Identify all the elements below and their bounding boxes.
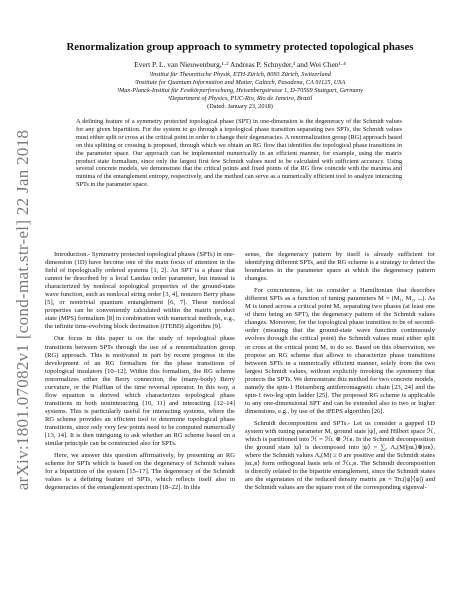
affiliation: ⁴Department of Physics, PUC-Rio, Rio de Janeiro, Brazil — [167, 95, 313, 102]
arxiv-id: arXiv:1801.07082v1 [cond-mat.str-el] 22 Jan 2018 — [13, 129, 32, 491]
paper-title: Renormalization group approach to symmetry protected topological phases — [66, 41, 414, 53]
affiliation: ²Institute for Quantum Information and Matter, Caltech, Pasadena, CA 91125, USA — [134, 79, 346, 86]
affiliation-list — [40, 71, 440, 111]
dated-line: (Dated: January 23, 2018) — [207, 103, 273, 110]
paragraph: Our focus in this paper is on the study of topological phase transitions between SPTs through the use of a renormalization group (RG) approach. This is motivated in part by recent progress in the development of an RG formalism for the phase transitions of topological insulators [10–12]. Within this formalism, the RG scheme renormalizes either the Berry connection, the (many-body) Berry curvature, or the Pfaffian of the time reversal operator. In this way, a flow equation is derived which characterizes topological phase transitions in both noninteracting [10, 11] and interacting [12–14] systems. This is particularly useful for interacting systems, where the RG scheme provides an efficient tool to determine topological phase transitions, since only very few points need to be computed numerically [13, 14]. It is then intriguing to ask whether an RG scheme based on a similar principle can be constructed also for SPTs. — [45, 335, 235, 448]
affiliation: ¹Institut für Theoretische Physik, ETH-Zürich, 8093 Zürich, Switzerland — [149, 71, 331, 78]
paragraph: sense, the degeneracy pattern by itself is already sufficient for identifying different SPTs, and the RG scheme is a strategy to detect the boundaries in the parameter space at which the degeneracy pattern changes. — [245, 251, 435, 283]
paragraph: For concreteness, let us consider a Hamiltonian that describes different SPTs as a function of tuning parameters M = (M₁, M₂, ...). As M is tuned across a critical point M꜀ separating two phases (at least one of them being an SPT), the degeneracy pattern of the Schmidt values changes. Moreover, for the topological phase transition to be of second-order (meaning that the ground-state wave function continuously evolves through the critical point) the Schmidt values must either split or cross at the critical point M꜀ to do so. Based on this observation, we propose an RG scheme that allows to characterize phase transitions between SPTs in a numerically efficient manner, solely from the two largest Schmidt values, without explicitly invoking the symmetry that protects the SPTs. We demonstrate this method for two concrete models, namely the spin-1 Heisenberg antiferromagnetic chain [23, 24] and the spin-1 two-leg spin ladder [25]. The proposed RG scheme is applicable to any one-dimensional SPT and can be extended also to two or higher dimensions, e.g., by use of the iPEPS algorithm [26]. — [245, 287, 435, 415]
affiliation: ³Max-Planck-Institut für Festkörperforschung, Heisenbergstrasse 1, D-70569 Stuttgart, Germany — [117, 87, 363, 94]
paragraph: Schmidt decomposition and SPTs.- Let us consider a gapped 1D system with tuning parameter M, ground state |ψ⟩, and Hilbert space ℋ, which is partitioned into ℋ = ℋʟ ⊗ ℋʀ. In the Schmidt decomposition the ground state |ψ⟩ is decomposed into |ψ⟩ = ∑ₐ Λₐ(M)|αʟ⟩⊗|αʀ⟩, where the Schmidt values Λₐ(M) ≥ 0 are positive and the Schmidt states |αʟ,ʀ⟩ form orthogonal basis sets of ℋʟ,ʀ. The Schmidt decomposition is directly related to the bipartite entanglement, since the Schmidt states are the eigenstates of the reduced density matrix ρʀ = Trʟ(|ψ⟩⟨ψ|) and the Schmidt values are the square root of the corresponding eigenval- — [245, 419, 435, 492]
right-column — [245, 251, 435, 492]
paragraph: Introduction.- Symmetry protected topological phases (SPTs) in one-dimension (1D) have become one of the main focus of attention in the field of topologically ordered systems [1, 2]. An SPT is a phase that cannot be described by a local Landau order parameter, but instead is characterized by nonlocal topological properties of the ground-state wave function, such as nonlocal string order [3, 4], nonzero Berry phase [5], or nontrivial quantum entanglement [6, 7]. These nonlocal properties can be conveniently calculated within the matrix product state (MPS) formalism [8] in combination with numerical methods, e.g., the infinite time-evolving block decimation (iTEBD) algorithm [9]. — [45, 251, 235, 331]
arxiv-stamp — [8, 129, 38, 491]
abstract: A defining feature of a symmetry protected topological phase (SPT) in one-dimension is the degeneracy of the Schmidt values for any given bipartition. For the system to go through a topological phase transition separating two SPTs, the Schmidt values must either split or cross at the critical point in order to change their degeneracies. A renormalization group (RG) approach based on this splitting or crossing is proposed, through which we obtain an RG flow that identifies the topological phase transitions in the parameter space. Our approach can be implemented numerically in an efficient manner, for example, using the matrix product state formalism, since only the largest first few Schmidt values need to be calculated with sufficient accuracy. Using several concrete models, we demonstrate that the critical points and fixed points of the RG flow coincide with the maxima and minima of the entanglement entropy, respectively, and the method can serve as a numerically efficient tool to analyze interacting SPTs in the parameter space. — [76, 118, 402, 189]
left-column — [45, 251, 235, 492]
paragraph: Here, we answer this question affirmatively, by presenting an RG scheme for SPTs which is based on the degeneracy of Schmidt values for a bipartition of the system [15–17]. The degeneracy of the Schmidt values is a defining feature of SPTs, which reflects itself also in degeneracies of the entanglement spectrum [18–22]. In this — [45, 452, 235, 492]
author-list: Evert P. L. van Nieuwenburg,¹·² Andreas P. Schnyder,³ and Wei Chen¹·⁴ — [134, 60, 346, 69]
